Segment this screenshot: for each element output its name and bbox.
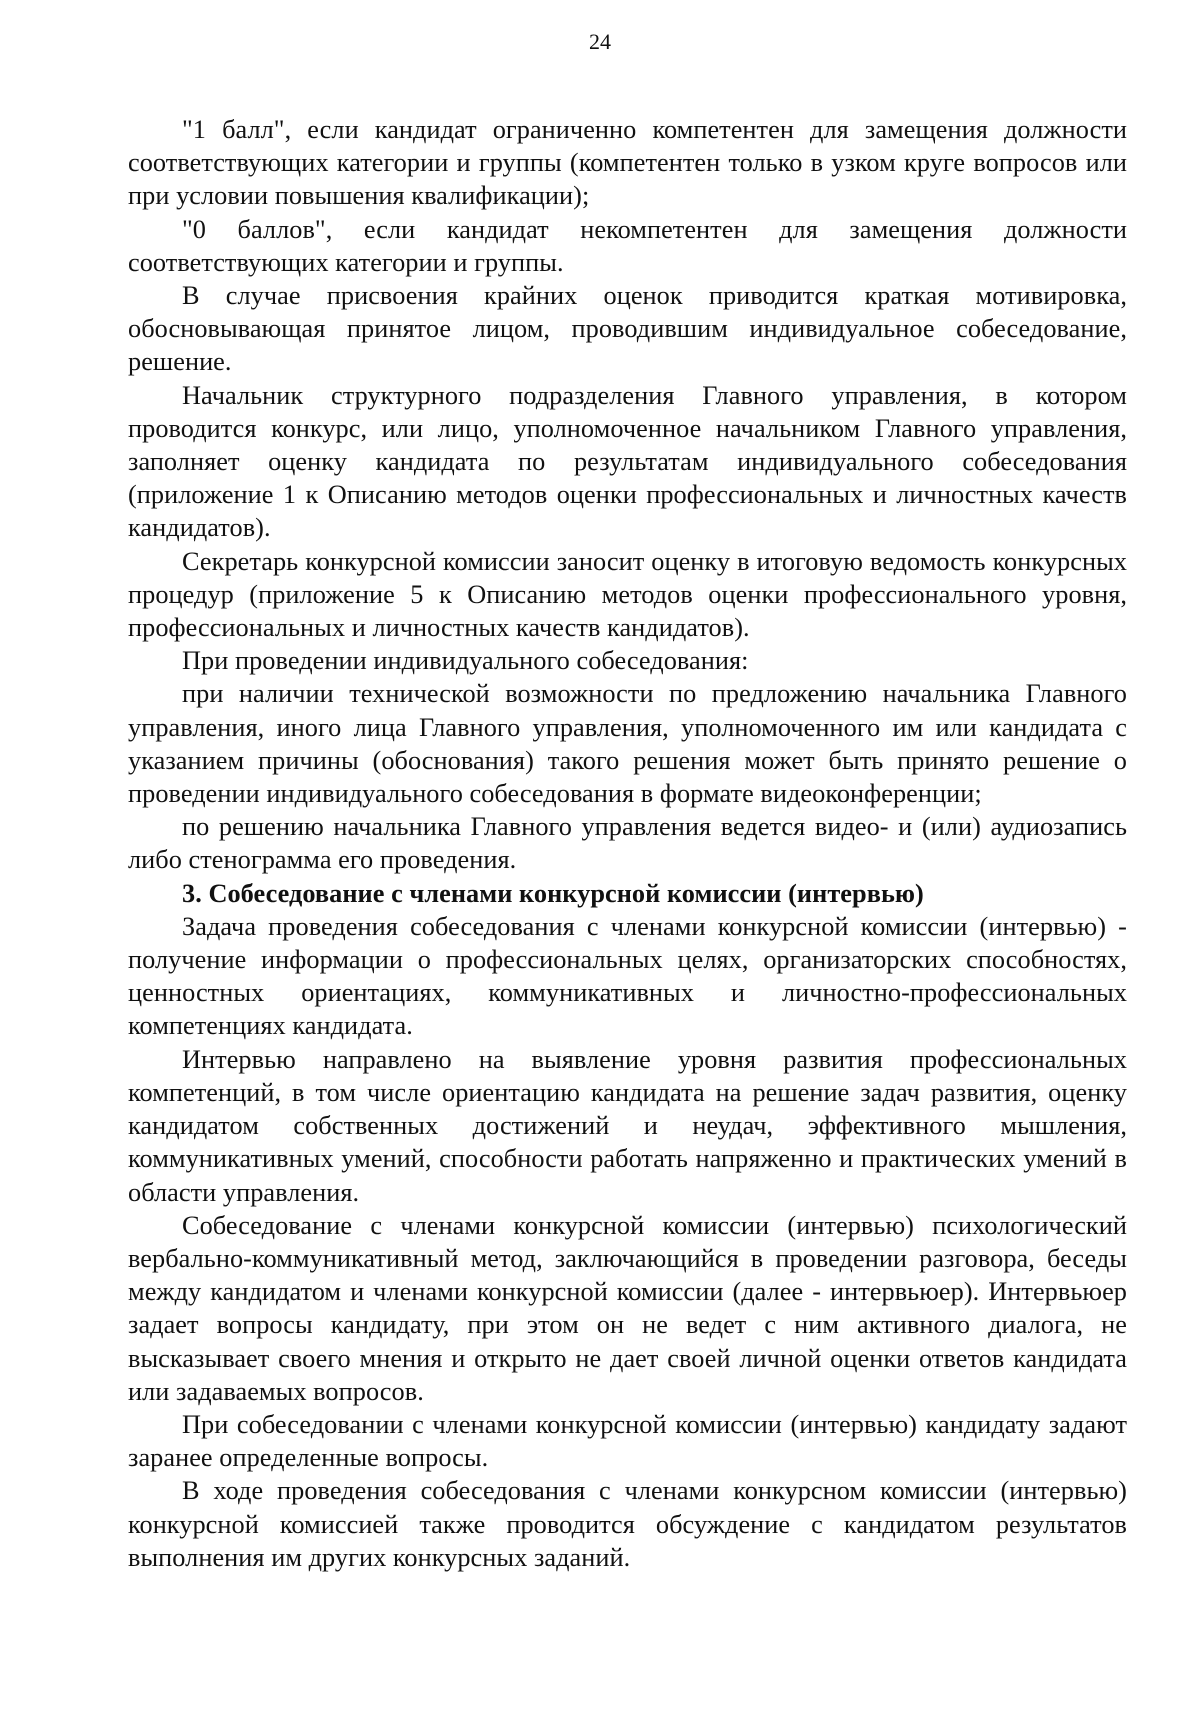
paragraph-head-of-unit: Начальник структурного подразделения Главного управления, в котором проводится конкурс, или лицо, уполномоченное начальником Главного управления, заполняет оценку кандидата по результатам индивидуального собеседования (приложение 1 к Описанию методов оценки профессиональных и личностных качеств кандидатов). xyxy=(128,380,1127,543)
document-body xyxy=(128,113,1127,1574)
paragraph-extreme-scores: В случае присвоения крайних оценок приводится краткая мотивировка, обосновывающая принятое лицом, проводившим индивидуальное собеседование, решение. xyxy=(128,281,1127,377)
paragraph-interview-goal: Задача проведения собеседования с членами конкурсной комиссии (интервью) - получение информации о профессиональных целях, организаторских способностях, ценностных ориентациях, коммуникативных и личностно-профессиональных компетенциях кандидата. xyxy=(128,911,1127,1041)
paragraph-videoconference: при наличии технической возможности по предложению начальника Главного управления, иного лица Главного управления, уполномоченного им или кандидата с указанием причины (обоснования) такого решения может быть принято решение о проведении индивидуального собеседования в формате видеоконференции; xyxy=(128,679,1127,809)
page-number: 24 xyxy=(589,29,611,54)
paragraph-predefined-questions: При собеседовании с членами конкурсной комиссии (интервью) кандидату задают заранее определенные вопросы. xyxy=(128,1409,1127,1473)
section-heading-interview: 3. Собеседование с членами конкурсной комиссии (интервью) xyxy=(182,878,924,908)
paragraph-discussion: В ходе проведения собеседования с членами конкурсном комиссии (интервью) конкурсной комиссией также проводится обсуждение с кандидатом результатов выполнения им других конкурсных заданий. xyxy=(128,1476,1127,1572)
paragraph-interview-method: Собеседование с членами конкурсной комиссии (интервью) психологический вербально-коммуникативный метод, заключающийся в проведении разговора, беседы между кандидатом и членами конкурсной комиссии (далее - интервьюер). Интервьюер задает вопросы кандидату, при этом он не ведет с ним активного диалога, не высказывает своего мнения и открыто не дает своей личной оценки ответов кандидата или задаваемых вопросов. xyxy=(128,1210,1127,1406)
paragraph-interview-aim: Интервью направлено на выявление уровня развития профессиональных компетенций, в том числе ориентацию кандидата на решение задач развития, оценку кандидатом собственных достижений и неудач, эффективного мышления, коммуникативных умений, способности работать напряженно и практических умений в области управления. xyxy=(128,1044,1127,1207)
paragraph-recording: по решению начальника Главного управления ведется видео- и (или) аудиозапись либо стенограмма его проведения. xyxy=(128,812,1127,875)
paragraph-secretary: Секретарь конкурсной комиссии заносит оценку в итоговую ведомость конкурсных процедур (приложение 5 к Описанию методов оценки профессионального уровня, профессиональных и личностных качеств кандидатов). xyxy=(128,546,1127,643)
paragraph-score-0: "0 баллов", если кандидат некомпетентен для замещения должности соответствующих категории и группы. xyxy=(128,214,1127,277)
paragraph-score-1: "1 балл", если кандидат ограниченно компетентен для замещения должности соответствующих категории и группы (компетентен только в узком круге вопросов или при условии повышения квалификации); xyxy=(128,115,1127,211)
paragraph-when-conducting: При проведении индивидуального собеседования: xyxy=(182,646,749,676)
